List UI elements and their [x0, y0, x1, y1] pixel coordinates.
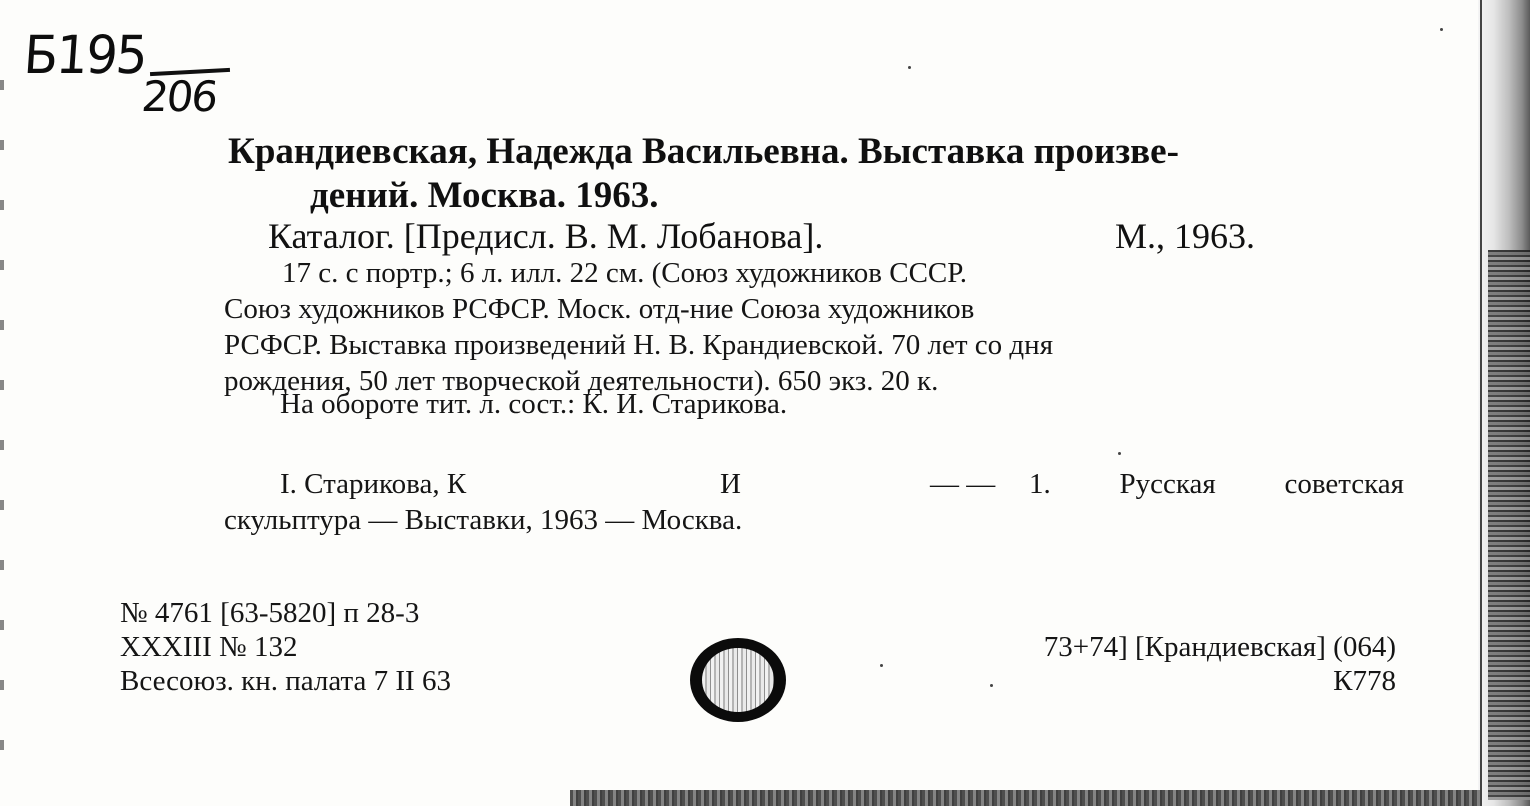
tracing-row-1: [224, 466, 1404, 502]
imprint-line-1: № 4761 [63-5820] п 28-3: [120, 597, 420, 629]
imprint-line-2: XXXIII № 132: [120, 631, 298, 663]
description-line-1: 17 с. с портр.; 6 л. илл. 22 см. (Союз художников СССР.: [282, 257, 968, 289]
subject-heading-continued: скульптура — Выставки, 1963 — Москва.: [224, 504, 743, 536]
classification-block: [910, 630, 1396, 698]
heading-line-2: дений. Москва. 1963.: [310, 175, 659, 216]
card-punch-hole: [690, 638, 786, 722]
scan-speck: [1440, 28, 1443, 31]
catalog-title-line: [268, 214, 1318, 258]
scan-speck: [990, 684, 993, 687]
shelf-mark-bottom: 206: [139, 72, 219, 121]
subject-heading-start: 1. Русская советская: [1029, 468, 1404, 500]
heading-line-1: Крандиевская, Надежда Васильевна. Выставка произве-: [228, 131, 1179, 172]
added-entry-initial: И: [720, 468, 741, 500]
description-line-3: РСФСР. Выставка произведений Н. В. Крандиевской. 70 лет со дня: [224, 329, 1054, 361]
tracing-dash: — —: [930, 468, 996, 500]
description-line-4: рождения, 50 лет творческой деятельности). 650 экз. 20 к.: [224, 365, 939, 397]
imprint-line-3: Всесоюз. кн. палата 7 II 63: [120, 665, 451, 697]
card-note: На обороте тит. л. сост.: К. И. Старикова.: [280, 388, 788, 420]
physical-description: [224, 255, 1399, 399]
classification-line-2: К778: [1333, 665, 1396, 697]
publication-place-year: М., 1963.: [1115, 216, 1256, 256]
scan-speck: [880, 664, 883, 667]
catalog-title: Каталог. [Предисл. В. М. Лобанова].: [268, 216, 824, 256]
scan-speck: [1118, 452, 1121, 455]
description-line-2: Союз художников РСФСР. Моск. отд-ние Союза художников: [224, 293, 975, 325]
card-heading: [228, 130, 1408, 218]
scan-bottom-edge: [570, 790, 1480, 806]
registration-imprint: [120, 596, 451, 698]
scan-speck: [908, 66, 911, 69]
card-border-line: [1480, 0, 1482, 806]
scan-edge-marks: [0, 80, 4, 780]
punch-hole-interior: [702, 648, 774, 712]
added-entry: I. Старикова, К: [280, 468, 467, 500]
classification-line-1: 73+74] [Крандиевская] (064): [1043, 631, 1396, 663]
shelf-mark-top: Б195: [21, 24, 148, 86]
shelf-mark: [14, 20, 254, 120]
scan-noise: [1488, 250, 1530, 800]
tracings: [224, 466, 1404, 538]
